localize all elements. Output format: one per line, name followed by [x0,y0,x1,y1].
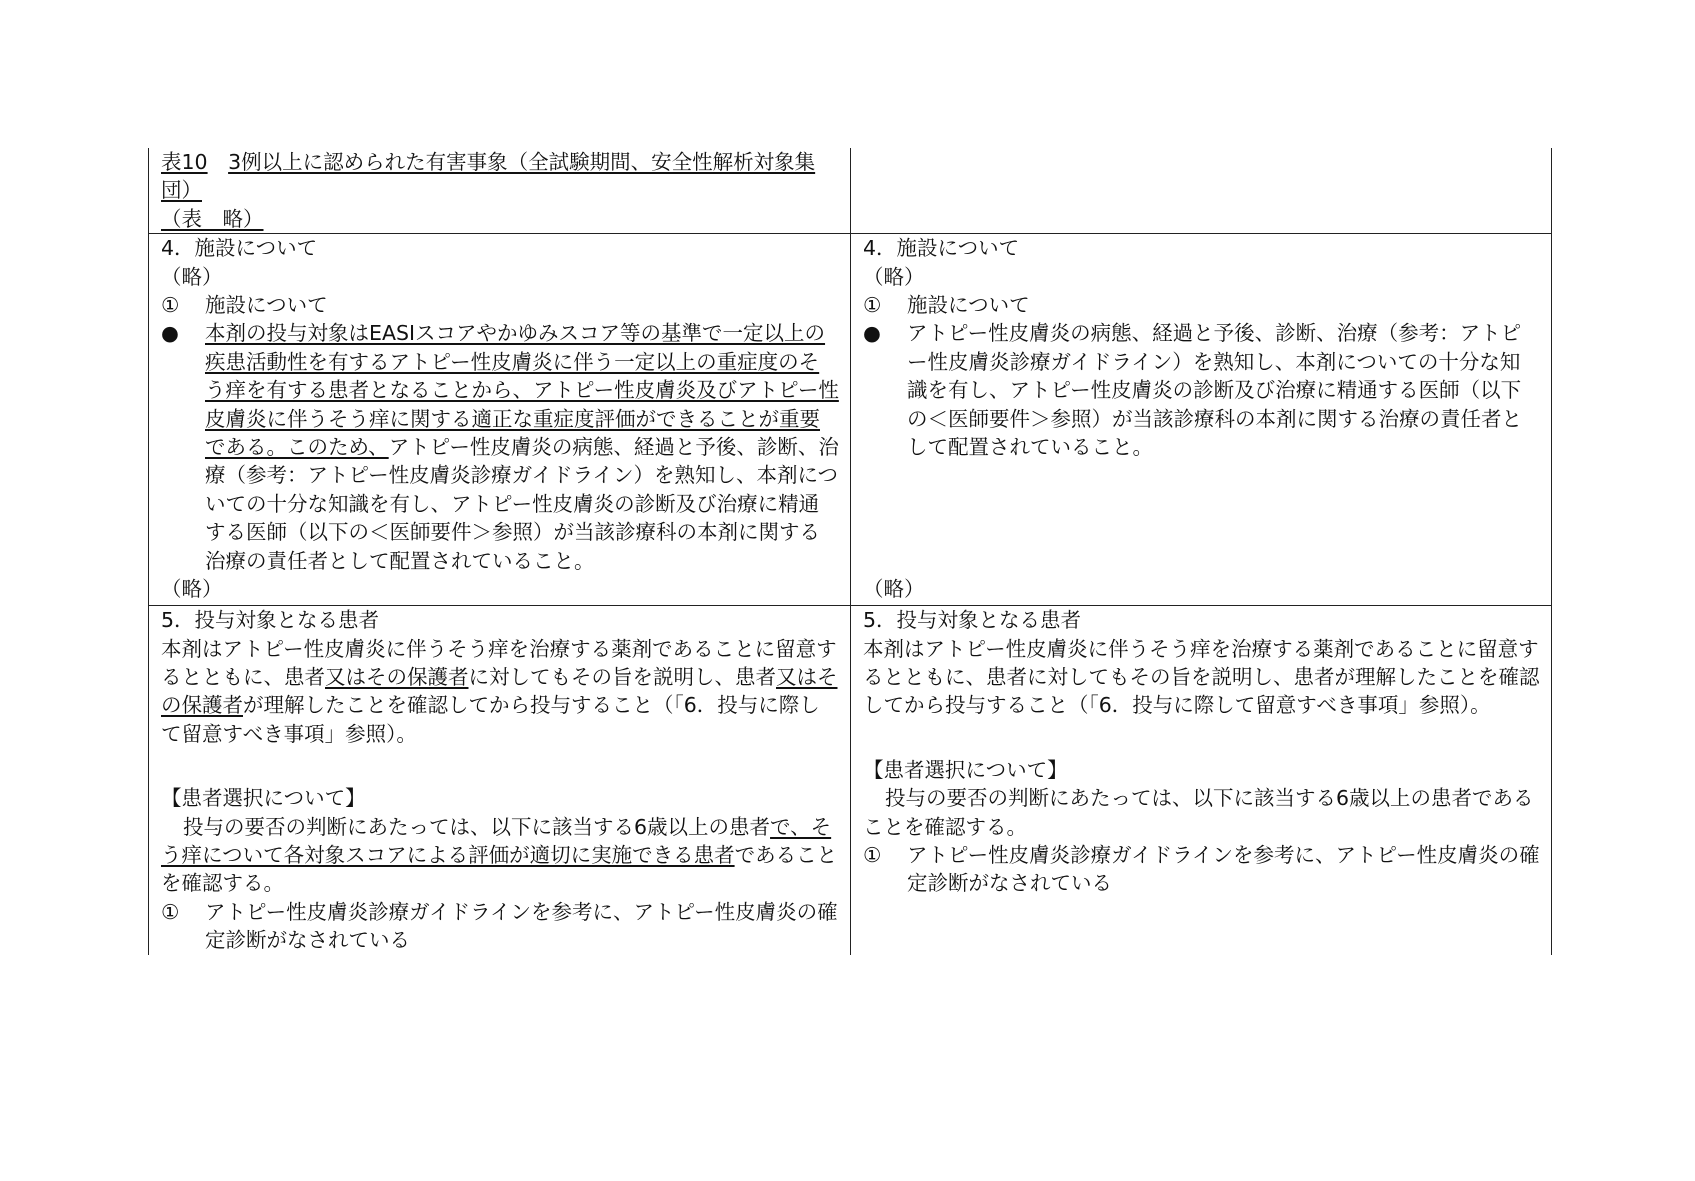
spacer [161,748,839,784]
row2-right-cell [851,234,1552,606]
paragraph-part: 投与の要否の判断にあたっては、以下に該当する6歳以上の患者 [183,814,771,839]
row3-right-cell [851,606,1552,955]
sub-heading-row [161,291,839,319]
row1-left-cell [149,148,851,234]
section-heading: 4．施設について [863,236,1020,261]
table-note: （表 略） [161,206,264,231]
amended-text: 又はその保護者 [325,665,469,690]
paragraph-part: 投与の要否の判断にあたっては、以下に該当する6歳以上の患者であることを確認する。 [863,786,1534,839]
circled-number-marker: ① [863,843,882,868]
bullet-text: アトピー性皮膚炎の病態、経過と予後、診断、治療（参考：アトピー性皮膚炎診療ガイドライン）を熟知し、本剤についての十分な知識を有し、アトピー性皮膚炎の診断及び治療に精通する医師（以下の＜医師要件＞参照）が当該診療科の本剤に関する治療の責任者として配置されていること。 [907,321,1522,460]
bullet-text-rest: アトピー性皮膚炎の病態、経過と予後、診断、治療（参考：アトピー性皮膚炎診療ガイドライン）を熟知し、本剤についての十分な知識を有し、アトピー性皮膚炎の診断及び治療に精通する医師（以下の＜医師要件＞参照）が当該診療科の本剤に関する治療の責任者として配置されていること。 [205,435,839,573]
bullet-marker: ● [161,321,179,346]
abbreviation-note: （略） [161,264,223,289]
list-item-text: アトピー性皮膚炎診療ガイドラインを参考に、アトピー性皮膚炎の確定診断がなされている [205,899,838,953]
selection-heading: 【患者選択について】 [161,786,366,811]
selection-heading: 【患者選択について】 [863,757,1068,782]
paragraph: 本剤はアトピー性皮膚炎に伴うそう痒を治療する薬剤であることに留意するとともに、患者に対してもその旨を説明し、患者が理解したことを確認してから投与すること（「6．投与に際して留意すべき事項」参照）。 [863,636,1540,718]
bullet-item [161,319,839,575]
section-heading: 4．施設について [161,236,318,261]
table-row [149,606,1552,955]
sub-heading: 施設について [907,293,1030,318]
circled-number-marker: ① [161,899,180,924]
bullet-marker: ● [863,321,881,346]
table-row [149,234,1552,606]
selection-paragraph [863,784,1540,841]
circled-number-marker: ① [863,293,882,318]
sub-heading-row [863,291,1540,319]
table-row [149,148,1552,234]
paragraph-part: に対してもその旨を説明し、患者 [468,665,776,690]
bullet-text [205,319,839,575]
abbreviation-note: （略） [863,576,925,601]
paragraph-part: であることを確認する。 [161,843,838,896]
paragraph-part: 本剤はアトピー性皮膚炎に伴うそう痒を治療する薬剤であることに留意するとともに、患者 [161,636,837,690]
paragraph-part: が理解したことを確認してから投与すること（「6．投与に際して留意すべき事項」参照）。 [161,693,820,746]
amended-text: 又はその保護者 [161,665,838,718]
caption-text: 3例以上に認められた有害事象（全試験期間、安全性解析対象集団） [161,150,816,203]
sub-heading: 施設について [205,293,328,318]
selection-paragraph [161,813,839,898]
row3-left-cell [149,606,851,955]
amended-text: で、そう痒について各対象スコアによる評価が適切に実施できる患者 [161,814,832,868]
amended-text: 本剤の投与対象はEASIスコアやかゆみスコア等の基準で一定以上の疾患活動性を有するアトピー性皮膚炎に伴う一定以上の重症度のそう痒を有する患者となることから、アトピー性皮膚炎及びアトピー性皮膚炎に伴うそう痒に関する適正な重症度評価ができることが重要である。このため、 [205,321,839,460]
abbreviation-note: （略） [161,576,223,601]
spacer [863,720,1540,756]
section-heading: 5．投与対象となる患者 [161,608,380,633]
list-item [161,898,839,955]
bullet-item [863,319,1540,461]
circled-number-marker: ① [161,293,180,318]
row2-left-cell [149,234,851,606]
abbreviation-note: （略） [863,264,925,289]
paragraph [161,635,839,749]
list-item [863,841,1540,898]
section-heading: 5．投与対象となる患者 [863,608,1082,633]
caption-label: 表10 [161,150,208,174]
comparison-table [148,148,1552,955]
table-caption [161,148,839,205]
row1-right-cell [851,148,1552,234]
list-item-text: アトピー性皮膚炎診療ガイドラインを参考に、アトピー性皮膚炎の確定診断がなされている [907,843,1540,896]
